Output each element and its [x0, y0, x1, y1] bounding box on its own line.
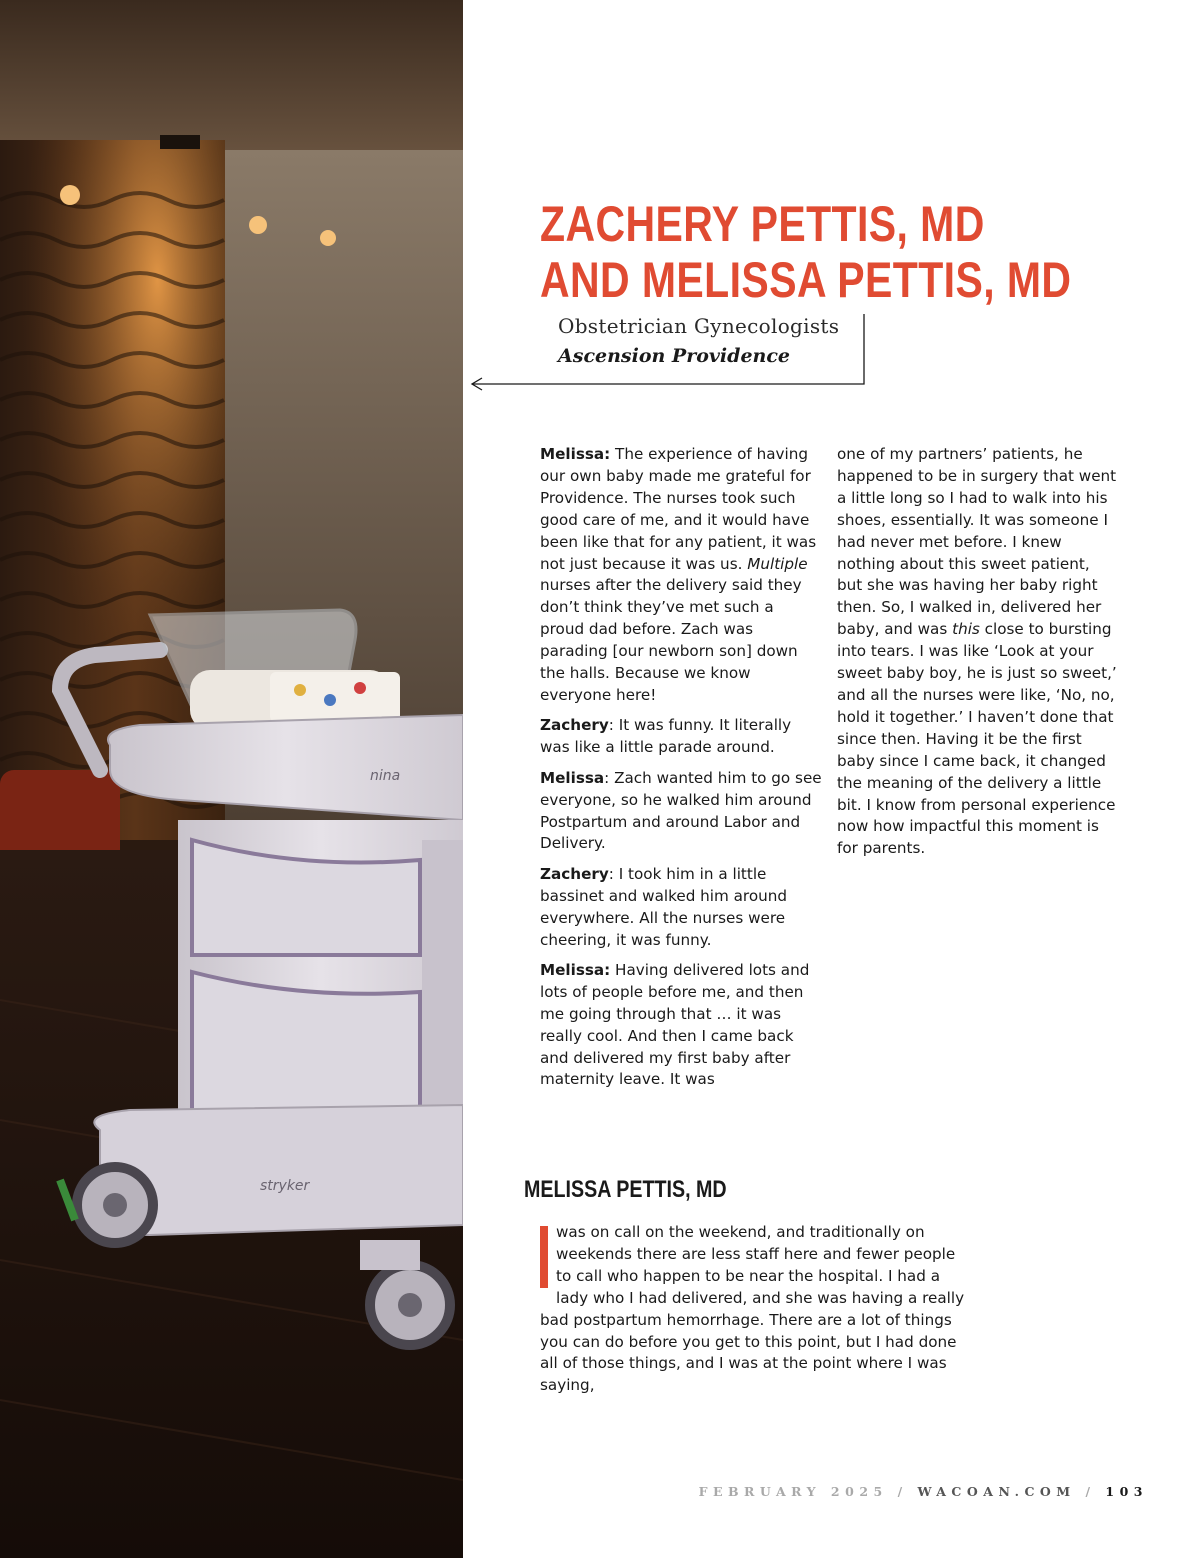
paragraph-emphasis: Multiple	[747, 554, 808, 573]
drop-cap-bar	[540, 1226, 548, 1288]
paragraph-text: nurses after the delivery said they don’t think they’ve met such a proud dad before. Zach was parading [our newborn son] down the halls. Because we know everyone here!	[540, 576, 802, 704]
paragraph	[837, 444, 1117, 860]
speaker-label: Zachery	[540, 716, 609, 735]
paragraph	[540, 960, 822, 1091]
headline-line-1: ZACHERY PETTIS, MD	[540, 196, 985, 252]
speaker-label: Melissa	[540, 768, 605, 787]
article-column-left	[540, 444, 822, 1100]
subtitle-block	[558, 312, 839, 372]
bassinet-brand-text: nina	[370, 768, 401, 784]
speaker-label: Melissa:	[540, 445, 611, 463]
subtitle-role: Obstetrician Gynecologists	[558, 314, 840, 338]
paragraph-text: Having delivered lots and lots of people before me, and then me going through that … it was really cool. And then I came back and delivered my first baby after maternity leave. It was	[540, 960, 810, 1089]
paragraph-text: : It was funny. It literally was like a little parade around.	[540, 716, 792, 757]
section-heading: MELISSA PETTIS, MD	[524, 1176, 727, 1203]
paragraph	[540, 864, 822, 952]
footer-separator: /	[1075, 1484, 1106, 1499]
paragraph-text: : I took him in a little bassinet and walked him around everywhere. All the nurses were cheering, it was funny.	[540, 864, 788, 949]
paragraph	[540, 444, 822, 707]
footer-site: WACOAN.COM	[917, 1484, 1076, 1499]
section-body	[540, 1222, 970, 1397]
paragraph-text: one of my partners’ patients, he happened to be in surgery that went a little long so I had to walk into his shoes, essentially. It was someone I had never met before. I knew nothing about this sweet patient, but she was having her baby right then. So, I walked in, delivered her baby, and was	[837, 445, 1117, 639]
cart-brand-text: stryker	[260, 1178, 310, 1194]
speaker-label: Zachery	[540, 864, 609, 883]
article-headline	[540, 196, 1071, 308]
paragraph	[540, 715, 822, 759]
headline-line-2: AND MELISSA PETTIS, MD	[540, 252, 1072, 308]
page-footer	[699, 1484, 1148, 1499]
page-number: 103	[1105, 1484, 1148, 1499]
footer-issue: FEBRUARY 2025	[698, 1484, 888, 1499]
article-column-right	[837, 444, 1117, 869]
footer-separator: /	[887, 1484, 918, 1499]
paragraph-text: close to bursting into tears. I was like ‘Look at your sweet baby boy, he is just so sweet,’ and all the nurses were like, ‘No, no, hold it together.’ I haven’t done that since then. Having it be the first baby since I came back, it changed the meaning of the delivery a little bit. I know from personal experience now how impactful this moment is for parents.	[837, 620, 1117, 858]
speaker-label: Melissa:	[540, 960, 611, 979]
paragraph-text: The experience of having our own baby made me grateful for Providence. The nurses took such good care of me, and it would have been like that for any patient, it was not just because it was us.	[540, 445, 817, 573]
paragraph	[540, 768, 822, 856]
section-paragraph: was on call on the weekend, and traditionally on weekends there are less staff here and fewer people to call who happen to be near the hospital. I had a lady who I had delivered, and she was having a really bad postpartum hemorrhage. There are a lot of things you can do before you get to this point, but I had done all of those things, and I was at the point where I was saying,	[540, 1223, 965, 1395]
paragraph-text: : Zach wanted him to go see everyone, so he walked him around Postpartum and around Labor and Delivery.	[540, 768, 822, 853]
hospital-bassinet-photo	[0, 0, 463, 1558]
subtitle-organization: Ascension Providence	[558, 345, 790, 367]
paragraph-emphasis: this	[952, 620, 980, 639]
